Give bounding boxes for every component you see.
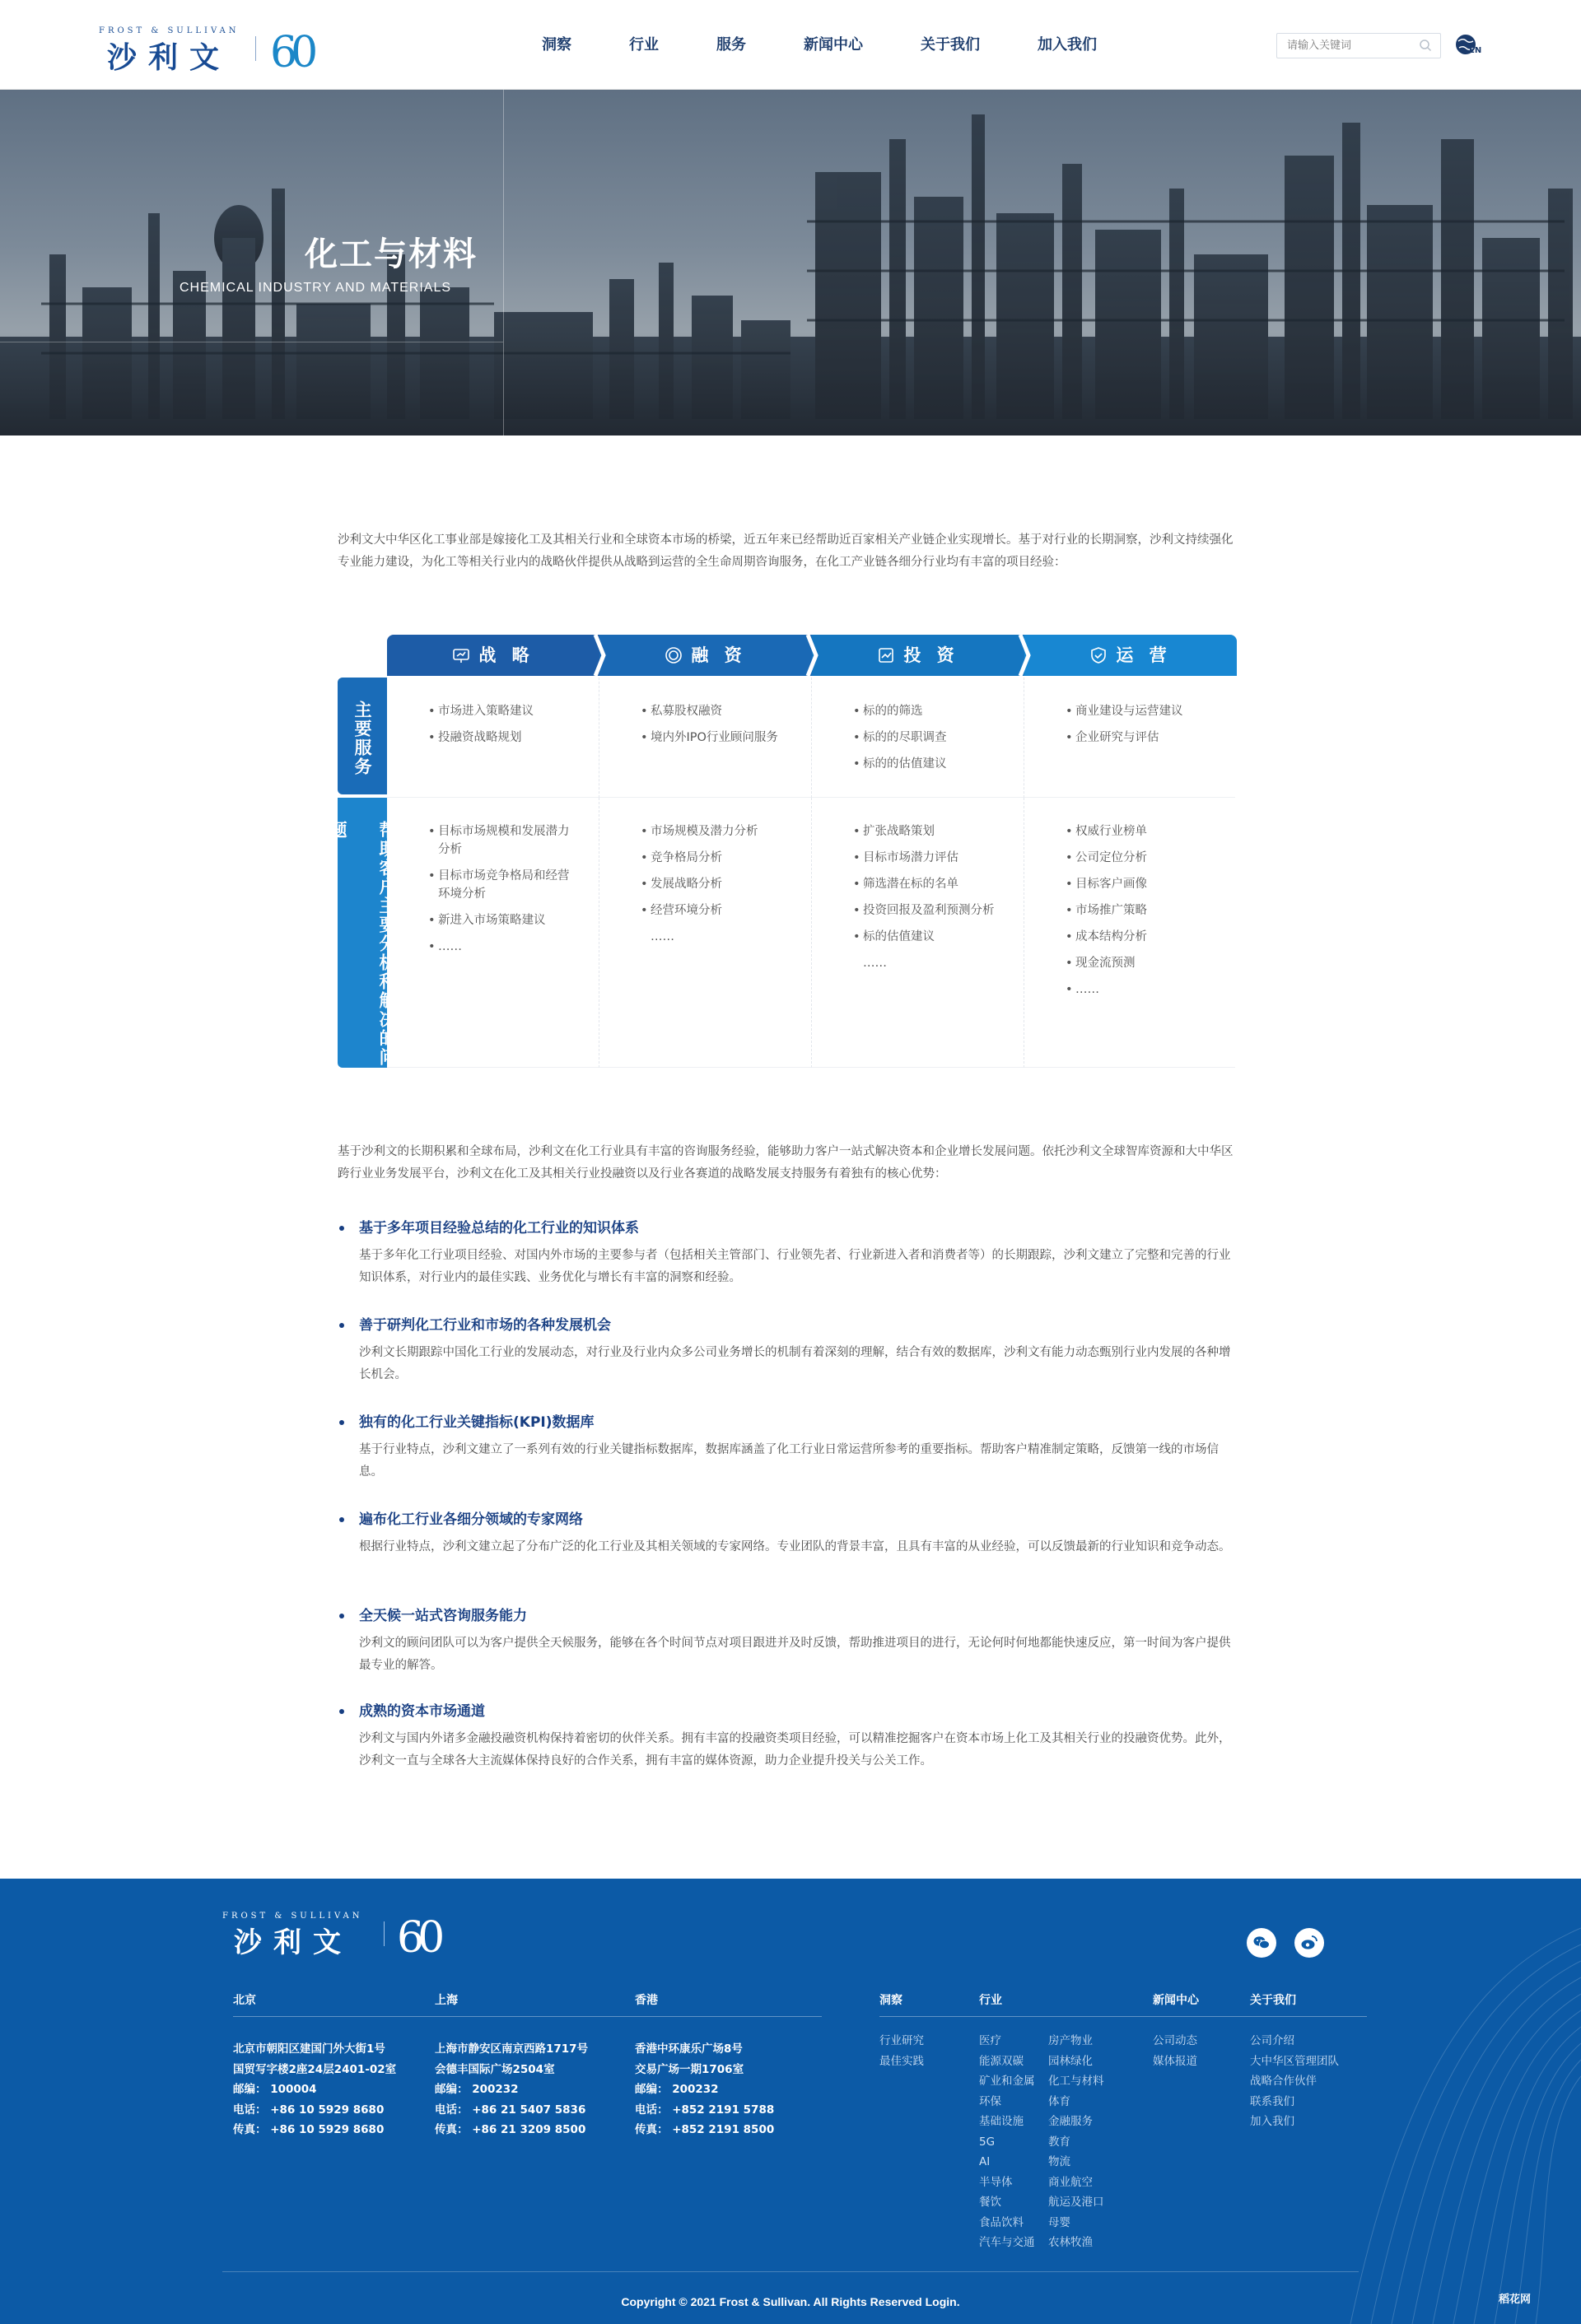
office-line: 邮编： 200232	[435, 2083, 519, 2096]
footer-link[interactable]: 医疗	[979, 2034, 1001, 2047]
main-nav	[527, 0, 1140, 90]
office-line: 邮编： 200232	[635, 2083, 719, 2096]
list-item: • 筛选潜在标的名单	[853, 875, 1001, 893]
list-item: • 标的估值建议	[853, 928, 1001, 946]
list-item: • 目标市场竞争格局和经营环境分析	[428, 867, 576, 903]
advantage-item	[338, 1413, 1235, 1483]
list-item: • 标的的尽职调查	[853, 729, 1001, 747]
footer-menu-title[interactable]: 新闻中心	[1153, 1994, 1199, 2007]
wechat-button[interactable]	[1247, 1928, 1276, 1958]
row-label-main-services	[338, 678, 387, 794]
col-head-label: 战 略	[478, 645, 534, 665]
footer-link[interactable]: 战略合作伙伴	[1250, 2075, 1317, 2088]
footer-link[interactable]: AI	[979, 2155, 991, 2168]
nav-services[interactable]: 服务	[716, 36, 746, 54]
list-item: • 私募股权融资	[641, 702, 789, 720]
logo-chinese-text: 沙利文	[107, 41, 231, 75]
chemical-plant-image	[0, 90, 1581, 435]
hero-divider-vertical	[503, 90, 504, 435]
list-item: • 目标市场潜力评估	[853, 849, 1001, 867]
footer-menu-title[interactable]: 洞察	[879, 1994, 902, 2007]
advantage-title: 善于研判化工行业和市场的各种发展机会	[338, 1316, 1235, 1335]
footer-link[interactable]: 能源双碳	[979, 2054, 1024, 2068]
industry-links	[979, 2031, 1119, 2253]
advantage-title: 独有的化工行业关键指标(KPI)数据库	[338, 1413, 1235, 1432]
advantage-text: 沙利文长期跟踪中国化工行业的发展动态，对行业及行业内众多公司业务增长的机制有着深刻的理解，结合有效的数据库，沙利文有能力动态甄别行业内发展的各种增长机会。	[359, 1346, 1231, 1381]
footer-link[interactable]: 体育	[1048, 2094, 1070, 2108]
nav-join[interactable]: 加入我们	[1038, 36, 1097, 54]
weibo-icon	[1299, 1933, 1319, 1953]
footer-menu-title[interactable]: 关于我们	[1250, 1994, 1296, 2007]
footer-link[interactable]: 行业研究	[879, 2034, 924, 2047]
advantages-intro: 基于沙利文的长期积累和全球布局，沙利文在化工行业具有丰富的咨询服务经验，能够助力客户一站式解决资本和企业增长发展问题。依托沙利文全球智库资源和大中华区跨行业业务发展平台，沙利文在化工及其相关行业投融资以及行业各赛道的战略发展支持服务有着独有的核心优势：	[338, 1145, 1234, 1181]
list-item: • 市场进入策略建议	[428, 702, 576, 720]
search-input[interactable]	[1277, 34, 1409, 58]
office-line: 邮编： 100004	[233, 2083, 317, 2096]
copyright-text: Copyright © 2021 Frost & Sullivan. All Rights Reserved Login.	[621, 2295, 960, 2308]
office-line: 北京市朝阳区建国门外大街1号	[233, 2042, 385, 2056]
page-title: 化工与材料	[305, 235, 478, 273]
list-item: • 竞争格局分析	[641, 849, 789, 867]
list-item: • ……	[428, 938, 576, 956]
col-head-label: 运 营	[1116, 645, 1172, 665]
list-item: • 标的的筛选	[853, 702, 1001, 720]
footer-link[interactable]: 航运及港口	[1048, 2196, 1104, 2209]
logo-english-text: FROST & SULLIVAN	[99, 26, 240, 35]
office-line: 交易广场一期1706室	[635, 2062, 744, 2076]
advantage-title: 成熟的资本市场通道	[338, 1702, 1235, 1721]
site-footer	[0, 1879, 1581, 2324]
list-item: • 新进入市场策略建议	[428, 911, 576, 929]
footer-link[interactable]: 公司介绍	[1250, 2034, 1294, 2047]
footer-link[interactable]: 公司动态	[1153, 2034, 1197, 2047]
list-item: • 市场推广策略	[1066, 901, 1214, 920]
advantage-text: 基于多年化工行业项目经验、对国内外市场的主要参与者（包括相关主管部门、行业领先者、行业新进入者和消费者等）的长期跟踪，沙利文建立了完整和完善的行业知识体系，对行业内的最佳实践、业务优化与增长有丰富的洞察和经验。	[359, 1249, 1231, 1284]
office-line: 电话： +86 21 5407 5836	[435, 2103, 586, 2117]
list-item: • 商业建设与运营建议	[1066, 702, 1214, 720]
advantage-title: 遍布化工行业各细分领域的专家网络	[338, 1510, 1235, 1530]
office-hongkong	[635, 1991, 816, 2140]
nav-news[interactable]: 新闻中心	[804, 36, 863, 54]
footer-logo[interactable]	[222, 1912, 461, 1963]
nav-industries[interactable]: 行业	[629, 36, 659, 54]
nav-about[interactable]: 关于我们	[921, 36, 980, 54]
footer-link[interactable]: 媒体报道	[1153, 2054, 1197, 2068]
search-icon[interactable]	[1419, 39, 1432, 52]
col-head-financing	[599, 635, 812, 676]
cell-main-investment	[812, 678, 1024, 798]
cell-problems-strategy	[387, 798, 599, 1068]
weibo-button[interactable]	[1294, 1928, 1324, 1958]
footer-link[interactable]: 母婴	[1048, 2215, 1070, 2229]
office-beijing	[233, 1991, 414, 2140]
operation-icon	[1089, 646, 1108, 664]
cell-problems-operation	[1024, 798, 1235, 1068]
advantage-text: 基于行业特点，沙利文建立了一系列有效的行业关键指标数据库，数据库涵盖了化工行业日常运营所参考的重要指标。帮助客户精准制定策略，反馈第一线的市场信息。	[359, 1443, 1219, 1479]
footer-link[interactable]: 矿业和金属	[979, 2075, 1035, 2088]
cell-main-financing	[599, 678, 812, 798]
cell-main-strategy	[387, 678, 599, 798]
advantage-item	[338, 1316, 1235, 1386]
col-head-label: 投 资	[903, 645, 959, 665]
col-head-label: 融 资	[691, 645, 747, 665]
footer-menu-about	[1250, 1991, 1339, 2132]
advantage-text: 沙利文的顾问团队可以为客户提供全天候服务，能够在各个时间节点对项目跟进并及时反馈，帮助推进项目的进行，无论何时何地都能快速反应，第一时间为客户提供最专业的解答。	[359, 1637, 1231, 1672]
footer-divider	[233, 2016, 822, 2017]
footer-link[interactable]: 汽车与交通	[979, 2236, 1035, 2249]
list-item: ……	[863, 957, 887, 970]
footer-link[interactable]: 加入我们	[1250, 2115, 1294, 2128]
advantage-item	[338, 1606, 1235, 1677]
advantage-title: 全天候一站式咨询服务能力	[338, 1606, 1235, 1626]
office-line: 传真： +852 2191 8500	[635, 2123, 775, 2136]
list-item: • 成本结构分析	[1066, 928, 1214, 946]
list-item: • 现金流预测	[1066, 954, 1214, 972]
footer-menu-title[interactable]: 行业	[979, 1994, 1002, 2007]
logo-divider	[384, 1921, 385, 1946]
col-head-investment	[812, 635, 1024, 676]
office-line: 国贸写字楼2座24层2401-02室	[233, 2062, 397, 2076]
footer-bottom-divider	[222, 2271, 1359, 2272]
list-item: • 投资回报及盈利预测分析	[853, 901, 1001, 920]
nav-insights[interactable]: 洞察	[542, 36, 571, 54]
office-line: 电话： +852 2191 5788	[635, 2103, 775, 2117]
page-subtitle: CHEMICAL INDUSTRY AND MATERIALS	[180, 281, 452, 295]
list-item: • 发展战略分析	[641, 875, 789, 893]
advantage-item	[338, 1218, 1235, 1289]
logo-english-text: FROST & SULLIVAN	[222, 1912, 363, 1921]
advantage-text: 沙利文与国内外诸多金融投融资机构保持着密切的伙伴关系。拥有丰富的投融资类项目经验，可以精准挖掘客户在资本市场上化工及其相关行业的投融资优势。此外，沙利文一直与全球各大主流媒体保持良好的合作关系，拥有丰富的媒体资源，助力企业提升投关与公关工作。	[359, 1732, 1231, 1767]
office-city: 北京	[233, 1994, 256, 2007]
footer-link[interactable]: 餐饮	[979, 2196, 1001, 2209]
strategy-icon	[452, 646, 470, 664]
office-line: 传真： +86 10 5929 8680	[233, 2123, 385, 2136]
office-line: 传真： +86 21 3209 8500	[435, 2123, 586, 2136]
footer-link[interactable]: 化工与材料	[1048, 2075, 1104, 2088]
investment-icon	[877, 646, 895, 664]
wechat-icon	[1252, 1933, 1271, 1953]
row-label-text: 帮助客户主要分析和解决的问题	[328, 821, 397, 1067]
footer-link[interactable]: 5G	[979, 2135, 996, 2149]
col-head-operation	[1024, 635, 1237, 676]
site-header	[0, 0, 1581, 90]
advantage-text: 根据行业特点，沙利文建立起了分布广泛的化工行业及其相关领域的专家网络。专业团队的背景丰富，且具有丰富的从业经验，可以反馈最新的行业知识和竞争动态。	[359, 1540, 1231, 1553]
list-item: • 目标客户画像	[1066, 875, 1214, 893]
language-switch[interactable]	[1454, 33, 1484, 59]
footer-link[interactable]: 环保	[979, 2094, 1001, 2108]
footer-link[interactable]: 物流	[1048, 2155, 1070, 2168]
row-label-problems	[328, 798, 397, 1068]
cell-main-operation	[1024, 678, 1235, 798]
office-line: 电话： +86 10 5929 8680	[233, 2103, 385, 2117]
office-city: 上海	[435, 1994, 458, 2007]
list-item: • 扩张战略策划	[853, 822, 1001, 841]
advantage-item	[338, 1510, 1235, 1558]
brand-logo[interactable]	[99, 26, 338, 77]
list-item: • 投融资战略规划	[428, 729, 576, 747]
footer-link[interactable]: 园林绿化	[1048, 2054, 1093, 2068]
list-item: • 权威行业榜单	[1066, 822, 1214, 841]
footer-link[interactable]: 商业航空	[1048, 2175, 1093, 2189]
service-table	[328, 635, 1235, 1068]
logo-60-mark: 60	[397, 1913, 439, 1963]
list-item: • 公司定位分析	[1066, 849, 1214, 867]
financing-icon	[665, 646, 683, 664]
hero-banner	[0, 90, 1581, 435]
search-box	[1276, 33, 1441, 58]
logo-60-mark: 60	[270, 28, 312, 77]
footer-menu-news	[1153, 1991, 1199, 2071]
footer-link[interactable]: 联系我们	[1250, 2094, 1294, 2108]
list-item: • 经营环境分析	[641, 901, 789, 920]
cell-problems-financing	[599, 798, 812, 1068]
language-label: EN	[1469, 46, 1482, 55]
watermark-logo: 稻花网	[1499, 2294, 1532, 2306]
footer-link[interactable]: 基础设施	[979, 2115, 1024, 2128]
office-line: 上海市静安区南京西路1717号	[435, 2042, 589, 2056]
footer-link[interactable]: 金融服务	[1048, 2115, 1093, 2128]
list-item: • 企业研究与评估	[1066, 729, 1214, 747]
list-item: • 目标市场规模和发展潜力分析	[428, 822, 576, 859]
footer-link[interactable]: 食品饮料	[979, 2215, 1024, 2229]
office-shanghai	[435, 1991, 616, 2140]
footer-link[interactable]: 农林牧渔	[1048, 2236, 1093, 2249]
footer-link[interactable]: 大中华区管理团队	[1250, 2054, 1339, 2068]
footer-link[interactable]: 房产物业	[1048, 2034, 1093, 2047]
footer-link[interactable]: 教育	[1048, 2135, 1070, 2149]
footer-link[interactable]: 最佳实践	[879, 2054, 924, 2068]
col-head-strategy	[387, 635, 599, 676]
footer-menu-industries	[979, 1991, 1119, 2253]
advantage-item	[338, 1702, 1235, 1772]
list-item: ……	[651, 930, 674, 943]
list-item: • 境内外IPO行业顾问服务	[641, 729, 789, 747]
list-item: • 标的的估值建议	[853, 755, 1001, 773]
office-line: 香港中环康乐广场8号	[635, 2042, 743, 2056]
footer-menu-insights	[879, 1991, 924, 2071]
office-city: 香港	[635, 1994, 658, 2007]
office-line: 会德丰国际广场2504室	[435, 2062, 555, 2076]
list-item: • ……	[1066, 980, 1214, 999]
advantage-title: 基于多年项目经验总结的化工行业的知识体系	[338, 1218, 1235, 1238]
logo-divider	[255, 36, 256, 61]
row-label-text: 主要服务	[352, 701, 372, 776]
footer-link[interactable]: 半导体	[979, 2175, 1013, 2189]
logo-chinese-text: 沙利文	[234, 1926, 352, 1959]
cell-problems-investment	[812, 798, 1024, 1068]
list-item: • 市场规模及潜力分析	[641, 822, 789, 841]
intro-paragraph: 沙利文大中华区化工事业部是嫁接化工及其相关行业和全球资本市场的桥梁，近五年来已经帮助近百家相关产业链企业实现增长。基于对行业的长期洞察，沙利文持续强化专业能力建设，为化工等相关行业内的战略伙伴提供从战略到运营的全生命周期咨询服务，在化工产业链各细分行业均有丰富的项目经验：	[338, 533, 1234, 569]
